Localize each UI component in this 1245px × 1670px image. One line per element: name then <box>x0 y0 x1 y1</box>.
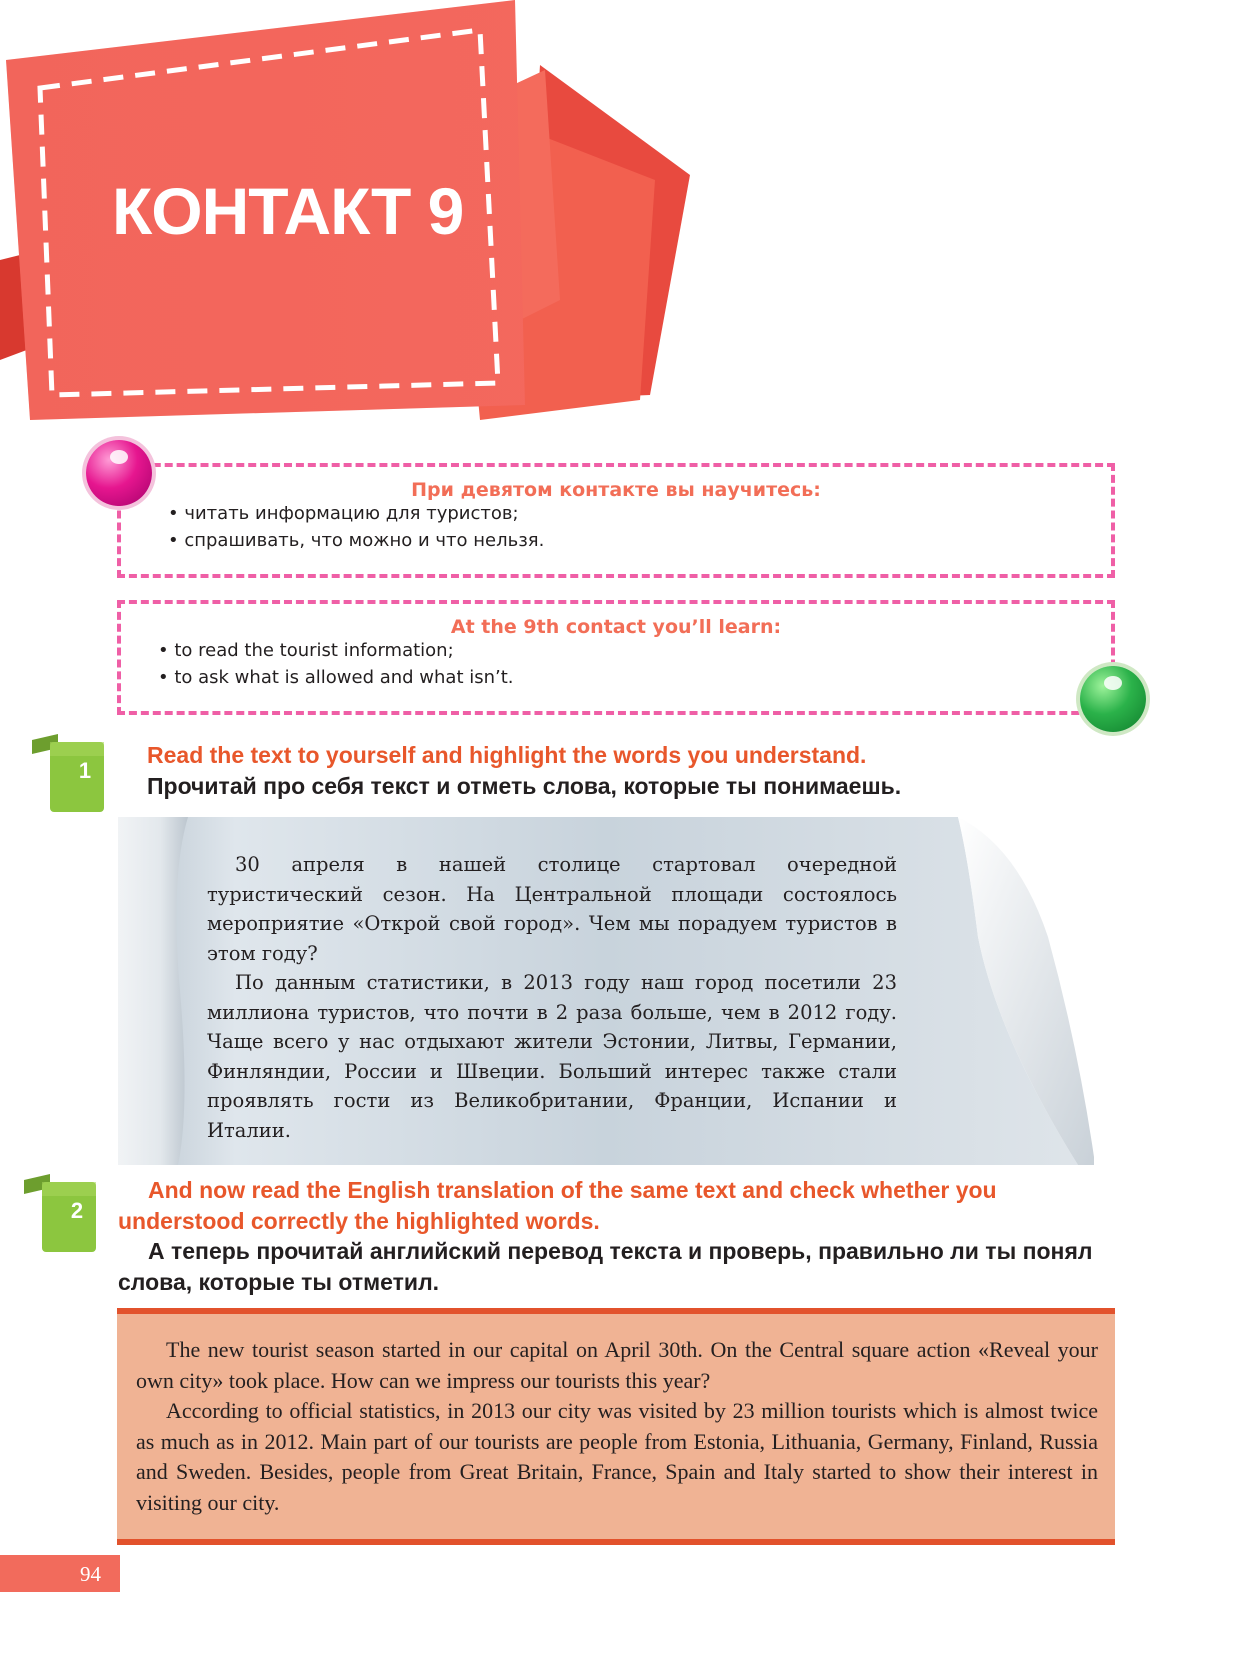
english-paragraph: According to official statistics, in 2013 our city was visited by 23 million tourists which is almost twice as much as in 2012. Main part of our tourists are people from Estonia, Lithuania, Germany, Finland, Russia and Sweden. Besides, people from Great Britain, France, Spain and Italy started to show their interest in visiting our city. <box>136 1398 1098 1515</box>
objectives-heading-ru: При девятом контакте вы научитесь: <box>411 479 821 501</box>
task-1-instruction-en: Read the text to yourself and highlight the words you understand. <box>147 742 867 768</box>
green-ball-icon <box>1080 666 1146 732</box>
task-2-badge <box>22 1174 100 1254</box>
page-number: 94 <box>80 1562 101 1586</box>
objective-item: • to read the tourist information; <box>158 640 454 661</box>
task-1-instruction-ru: Прочитай про себя текст и отметь слова, которые ты понимаешь. <box>147 773 902 799</box>
page-number-tab <box>0 1555 120 1592</box>
objectives-heading-en: At the 9th contact you’ll learn: <box>450 616 782 638</box>
task-number: 1 <box>78 758 92 783</box>
task-2-instruction-ru: А теперь прочитай английский перевод текста и проверь, правильно ли ты понял слова, которые ты отметил. <box>118 1238 1093 1295</box>
russian-article <box>207 850 897 1145</box>
english-paragraph: The new tourist season started in our capital on April 30th. On the Central square action «Reveal your own city» took place. How can we impress our tourists this year? <box>136 1337 1098 1393</box>
objective-item: • to ask what is allowed and what isn’t. <box>158 667 514 688</box>
objective-item: • спрашивать, что можно и что нельзя. <box>168 530 545 551</box>
task-number: 2 <box>70 1198 84 1223</box>
chapter-title: КОНТАКТ 9 <box>112 174 464 248</box>
russian-paragraph: По данным статистики, в 2013 году наш город посетили 23 миллиона туристов, что почти в 2 раза больше, чем в 2012 году. Чаще всего у нас отдыхают жители Эстонии, Литвы, Германии, Финляндии, России и Швеции. Больший интерес также стали проявлять гости из Великобритании, Франции, Испании и Италии. <box>207 971 897 1142</box>
objective-item: • читать информацию для туристов; <box>168 503 519 524</box>
pink-ball-icon <box>86 440 152 506</box>
task-1-badge <box>30 734 108 814</box>
english-article <box>136 1335 1098 1518</box>
task-2-instruction-en: And now read the English translation of the same text and check whether you understood correctly the highlighted words. <box>118 1177 997 1234</box>
russian-paragraph: 30 апреля в нашей столице стартовал очередной туристический сезон. На Центральной площади состоялось мероприятие «Открой свой город». Чем мы порадуем туристов в этом году? <box>207 853 897 965</box>
